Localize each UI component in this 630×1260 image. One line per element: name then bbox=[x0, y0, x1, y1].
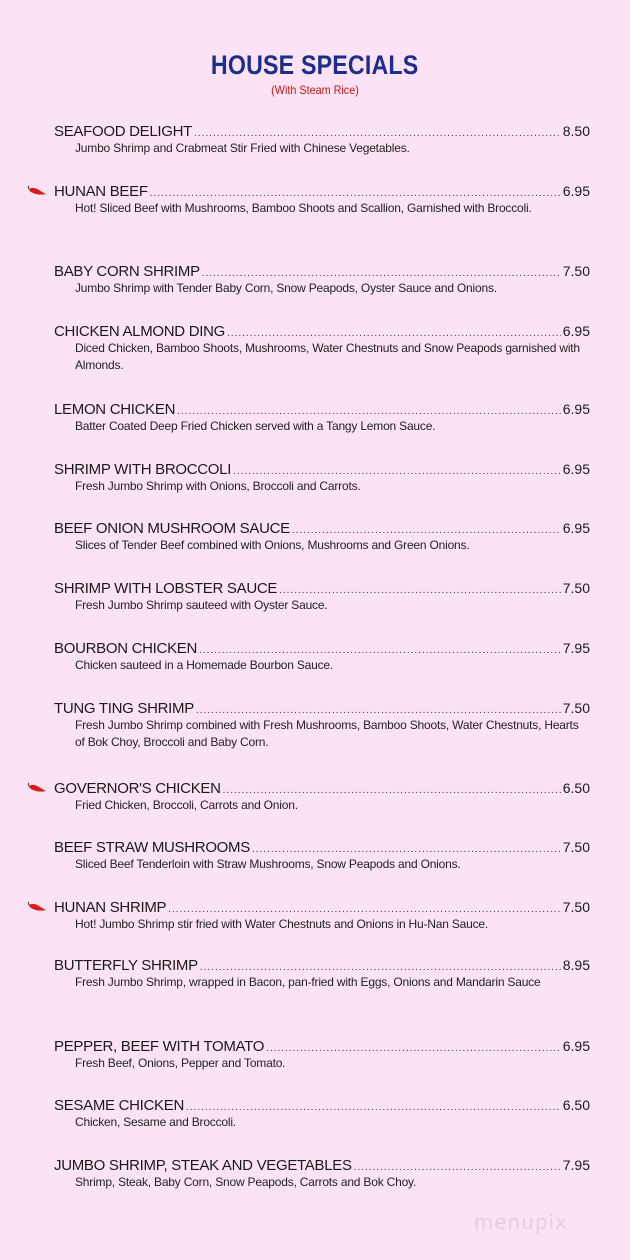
menu-item-line bbox=[54, 1096, 590, 1114]
menu-item bbox=[54, 1096, 590, 1131]
menu-item-description: Jumbo Shrimp with Tender Baby Corn, Snow Peapods, Oyster Sauce and Onions. bbox=[75, 281, 497, 295]
menu-item-price: 6.50 bbox=[562, 780, 590, 796]
menu-item-name: PEPPER, BEEF WITH TOMATO bbox=[54, 1038, 265, 1055]
menu-item-line bbox=[54, 898, 590, 916]
menu-item-line bbox=[54, 699, 590, 717]
menu-item bbox=[54, 779, 590, 814]
watermark: menupix bbox=[473, 1210, 568, 1234]
menu-item bbox=[54, 460, 590, 495]
menu-item-price: 7.50 bbox=[562, 263, 590, 279]
menu-item-description: Sliced Beef Tenderloin with Straw Mushrooms, Snow Peapods and Onions. bbox=[75, 857, 461, 871]
menu-item bbox=[54, 699, 590, 751]
menu-item-description: Fresh Beef, Onions, Pepper and Tomato. bbox=[75, 1056, 286, 1070]
page-subtitle: (With Steam Rice) bbox=[271, 83, 359, 97]
menu-item-description: Fresh Jumbo Shrimp combined with Fresh Mushrooms, Bamboo Shoots, Water Chestnuts, Hearts of Bok Choy, Broccoli and Baby Corn. bbox=[75, 718, 579, 749]
menu-item-name: BEEF STRAW MUSHROOMS bbox=[54, 839, 250, 856]
menu-item-price: 8.50 bbox=[562, 123, 590, 139]
hot-pepper-icon bbox=[27, 185, 47, 197]
menu-item-price: 7.95 bbox=[562, 1157, 590, 1173]
menu-item-price: 6.95 bbox=[562, 401, 590, 417]
menu-item-price: 6.50 bbox=[562, 1097, 590, 1113]
menu-item-description: Chicken, Sesame and Broccoli. bbox=[75, 1115, 236, 1129]
menu-item-name: HUNAN BEEF bbox=[54, 183, 148, 200]
menu-item-line bbox=[54, 779, 590, 797]
menu-item-description: Batter Coated Deep Fried Chicken served with a Tangy Lemon Sauce. bbox=[75, 419, 436, 433]
menu-item-description: Hot! Jumbo Shrimp stir fried with Water Chestnuts and Onions in Hu-Nan Sauce. bbox=[75, 917, 489, 931]
menu-item-name: GOVERNOR'S CHICKEN bbox=[54, 780, 221, 797]
menu-item bbox=[54, 579, 590, 614]
menu-item-line bbox=[54, 579, 590, 597]
dot-leader bbox=[266, 1040, 561, 1058]
menu-item bbox=[54, 122, 590, 157]
menu-item bbox=[54, 182, 590, 217]
menu-item-name: SEAFOOD DELIGHT bbox=[54, 123, 193, 140]
menu-item bbox=[54, 400, 590, 435]
menu-item-name: SHRIMP WITH LOBSTER SAUCE bbox=[54, 580, 278, 597]
menu-item bbox=[54, 898, 590, 933]
menu-item bbox=[54, 1037, 590, 1072]
menu-item-description: Fried Chicken, Broccoli, Carrots and Onion. bbox=[75, 798, 298, 812]
menu-item-description: Shrimp, Steak, Baby Corn, Snow Peapods, Carrots and Bok Choy. bbox=[75, 1175, 417, 1189]
menu-item-line bbox=[54, 838, 590, 856]
menu-item-description: Fresh Jumbo Shrimp with Onions, Broccoli and Carrots. bbox=[75, 479, 361, 493]
menu-item bbox=[54, 956, 590, 991]
menu-item-price: 8.95 bbox=[562, 957, 590, 973]
menu-item bbox=[54, 322, 590, 374]
menu-item-price: 7.50 bbox=[562, 580, 590, 596]
page-title: HOUSE SPECIALS bbox=[211, 50, 419, 80]
menu-item-name: TUNG TING SHRIMP bbox=[54, 700, 194, 717]
hot-pepper-icon bbox=[27, 901, 47, 913]
menu-item-price: 6.95 bbox=[562, 183, 590, 199]
menu-item-description: Hot! Sliced Beef with Mushrooms, Bamboo Shoots and Scallion, Garnished with Broccoli. bbox=[75, 201, 532, 215]
menu-item-price: 7.50 bbox=[562, 899, 590, 915]
menu-item-line bbox=[54, 262, 590, 280]
menu-item-price: 6.95 bbox=[562, 461, 590, 477]
hot-pepper-icon bbox=[27, 782, 47, 794]
menu-item-price: 6.95 bbox=[562, 1038, 590, 1054]
menu-item-description: Fresh Jumbo Shrimp, wrapped in Bacon, pan-fried with Eggs, Onions and Mandarin Sauce bbox=[75, 975, 541, 989]
menu-item-price: 7.95 bbox=[562, 640, 590, 656]
menu-item-description: Diced Chicken, Bamboo Shoots, Mushrooms, Water Chestnuts and Snow Peapods garnished with Almonds. bbox=[75, 341, 580, 372]
dot-leader bbox=[186, 1099, 561, 1117]
menu-item-name: SESAME CHICKEN bbox=[54, 1097, 184, 1114]
menu-item-price: 7.50 bbox=[562, 839, 590, 855]
menu-header bbox=[0, 50, 630, 97]
menu-item-name: BABY CORN SHRIMP bbox=[54, 263, 200, 280]
menu-item-name: LEMON CHICKEN bbox=[54, 401, 176, 418]
menu-item bbox=[54, 262, 590, 297]
menu-item-price: 7.50 bbox=[562, 700, 590, 716]
menu-item-name: CHICKEN ALMOND DING bbox=[54, 323, 225, 340]
menu-item-name: SHRIMP WITH BROCCOLI bbox=[54, 461, 232, 478]
menu-item-line bbox=[54, 519, 590, 537]
menu-item-line bbox=[54, 639, 590, 657]
menu-item-line bbox=[54, 956, 590, 974]
menu-item-description: Chicken sauteed in a Homemade Bourbon Sauce. bbox=[75, 658, 334, 672]
menu-item-description: Fresh Jumbo Shrimp sauteed with Oyster Sauce. bbox=[75, 598, 328, 612]
menu-item-name: HUNAN SHRIMP bbox=[54, 899, 167, 916]
menu-item bbox=[54, 519, 590, 554]
menu-item-name: BOURBON CHICKEN bbox=[54, 640, 198, 657]
menu-item-line bbox=[54, 322, 590, 340]
menu-item-line bbox=[54, 460, 590, 478]
menu-item-description: Jumbo Shrimp and Crabmeat Stir Fried with Chinese Vegetables. bbox=[75, 141, 410, 155]
menu-item-line bbox=[54, 1037, 590, 1055]
menu-item-line bbox=[54, 122, 590, 140]
menu-item-name: JUMBO SHRIMP, STEAK AND VEGETABLES bbox=[54, 1157, 352, 1174]
menu-item-description: Slices of Tender Beef combined with Onions, Mushrooms and Green Onions. bbox=[75, 538, 470, 552]
menu-item-line bbox=[54, 400, 590, 418]
menu-item bbox=[54, 838, 590, 873]
menu-item-line bbox=[54, 1156, 590, 1174]
menu-item-line bbox=[54, 182, 590, 200]
menu-item-price: 6.95 bbox=[562, 520, 590, 536]
menu-item bbox=[54, 1156, 590, 1191]
menu-item-name: BUTTERFLY SHRIMP bbox=[54, 957, 198, 974]
menu-item-name: BEEF ONION MUSHROOM SAUCE bbox=[54, 520, 290, 537]
menu-item-price: 6.95 bbox=[562, 323, 590, 339]
menu-item bbox=[54, 639, 590, 674]
